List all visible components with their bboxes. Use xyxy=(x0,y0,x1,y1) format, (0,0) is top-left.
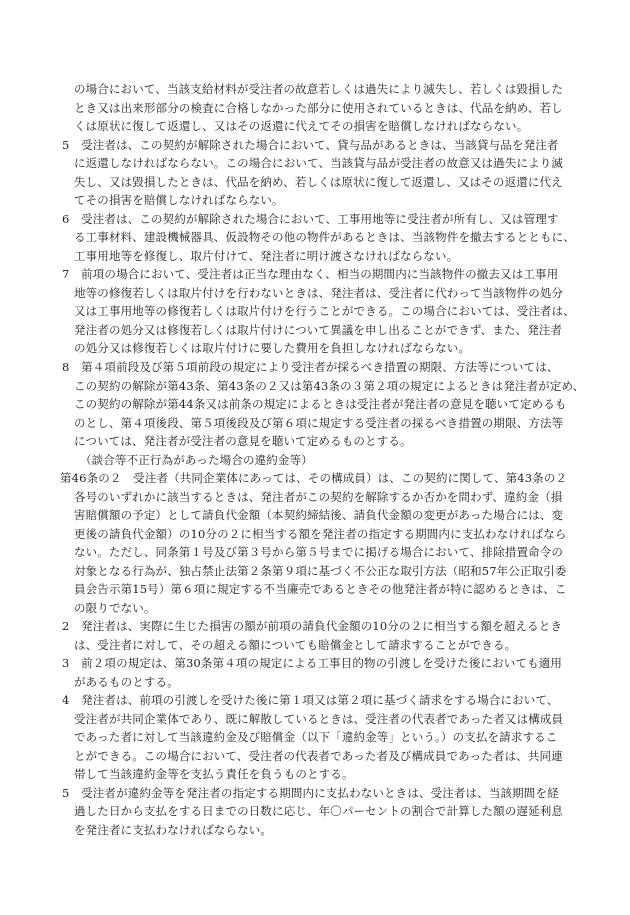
text-line: に返還しなければならない。この場合において、当該貸与品が受注者の故意又は過失により滅 xyxy=(74,156,564,170)
text-line: てその損害を賠償しなければならない。 xyxy=(74,193,284,207)
text-line: は、受注者に対して、その超える額についても賠償金として請求することができる。 xyxy=(74,638,517,652)
paragraph-5-start: 5 受注者は、この契約が解除された場合において、貸与品があるときは、当該貸与品を発注者 xyxy=(62,138,559,152)
text-line: ない。ただし、同条第１号及び第３号から第５号までに掲げる場合において、排除措置命令の xyxy=(74,545,564,559)
text-line: 害賠償額の予定）として請負代金額（本契約締結後、請負代金額の変更があった場合には、変 xyxy=(74,508,564,522)
text-line: については、発注者が受注者の意見を聴いて定めるものとする。 xyxy=(74,434,412,448)
text-line: 各号のいずれかに該当するときは、発注者がこの契約を解除するか否かを問わず、違約金（損 xyxy=(74,490,563,504)
text-line: この契約の解除が第44条又は前条の規定によるときは受注者が発注者の意見を聴いて定めるも xyxy=(74,397,567,411)
text-line: 受注者が共同企業体であり、既に解散しているときは、受注者の代表者であった者又は構成員 xyxy=(74,712,564,726)
text-line: とき又は出来形部分の検査に合格しなかった部分に使用されているときは、代品を納め、若し xyxy=(74,101,563,115)
article-46-2-start: 第46条の２ 受注者（共同企業体にあっては、その構成員）は、この契約に関して、第43条の２ xyxy=(60,471,568,485)
text-line: 発注者の処分又は修復若しくは取片付けについて異議を申し出ることができず、また、発注者 xyxy=(74,323,563,337)
text-line: であった者に対して当該違約金及び賠償金（以下「違約金等」という。）の支払を請求するこ xyxy=(74,730,558,744)
text-line: 員会告示第15号）第６項に規定する不当廉売であるときその他発注者が特に認めるときは、こ xyxy=(74,582,567,596)
text-line: 更後の請負代金額）の10分の２に相当する額を発注者の指定する期間内に支払わなければなら xyxy=(74,527,567,541)
text-line: 帯して当該違約金等を支払う責任を負うものとする。 xyxy=(74,767,354,781)
paragraph-5b-start: 5 受注者が違約金等を発注者の指定する期間内に支払わないときは、受注者は、当該期間を経 xyxy=(62,786,559,800)
text-line: この契約の解除が第43条、第43条の２又は第43条の３第２項の規定によるときは発注者が定め、 xyxy=(74,379,585,393)
text-line: の限りでない。 xyxy=(74,601,156,615)
text-line: の場合において、当該支給材料が受注者の故意若しくは過失により滅失し、若しくは毀損した xyxy=(74,82,564,96)
paragraph-4-start: 4 発注者は、前項の引渡しを受けた後に第１項又は第２項に基づく請求をする場合において、 xyxy=(62,693,559,707)
text-line: くは原状に復して返還し、又はその返還に代えてその損害を賠償しなければならない。 xyxy=(74,119,529,133)
text-line: 又は工事用地等の修復若しくは取片付けを行うことができる。この場合においては、受注者は、 xyxy=(74,304,575,318)
text-line: る工事材料、建設機械器具、仮設物その他の物件があるときは、当該物件を撤去するとともに、 xyxy=(74,230,575,244)
text-line: 失し、又は毀損したときは、代品を納め、若しくは原状に復して返還し、又はその返還に代え xyxy=(74,175,563,189)
text-line: 対象となる行為が、独占禁止法第２条第９項に基づく不公正な取引方法（昭和57年公正取引委 xyxy=(74,564,567,578)
text-line: の処分又は修復若しくは取片付けに要した費用を負担しなければならない。 xyxy=(74,341,471,355)
paragraph-7-start: 7 前項の場合において、受注者は正当な理由なく、相当の期間内に当該物件の撤去又は工事用 xyxy=(62,267,559,281)
text-line: があるものとする。 xyxy=(74,675,179,689)
paragraph-6-start: 6 受注者は、この契約が解除された場合において、工事用地等に受注者が所有し、又は管理す xyxy=(62,212,559,226)
article-caption: （談合等不正行為があった場合の違約金等） xyxy=(80,453,313,467)
text-line: 過した日から支払をする日までの日数に応じ、年〇パーセントの割合で計算した額の遅延利息 xyxy=(74,804,564,818)
text-line: 地等の修復若しくは取片付けを行わないときは、発注者は、受注者に代わって当該物件の処分 xyxy=(74,286,564,300)
text-line: を発注者に支払わなければならない。 xyxy=(74,823,273,837)
paragraph-3-start: 3 前２項の規定は、第30条第４項の規定による工事目的物の引渡しを受けた後においても適用 xyxy=(62,656,563,670)
text-line: とができる。この場合において、受注者の代表者であった者及び構成員であった者は、共同連 xyxy=(74,749,563,763)
text-line: 工事用地等を修復し、取片付けて、発注者に明け渡さなければならない。 xyxy=(74,249,459,263)
text-line: のとし、第４項後段、第５項後段及び第６項に規定する受注者の採るべき措置の期限、方法等 xyxy=(74,416,564,430)
paragraph-8-start: 8 第４項前段及び第５項前段の規定により受注者が採るべき措置の期限、方法等については、 xyxy=(62,360,559,374)
paragraph-2-start: 2 発注者は、実際に生じた損害の額が前項の請負代金額の10分の２に相当する額を超えるとき xyxy=(62,619,563,633)
